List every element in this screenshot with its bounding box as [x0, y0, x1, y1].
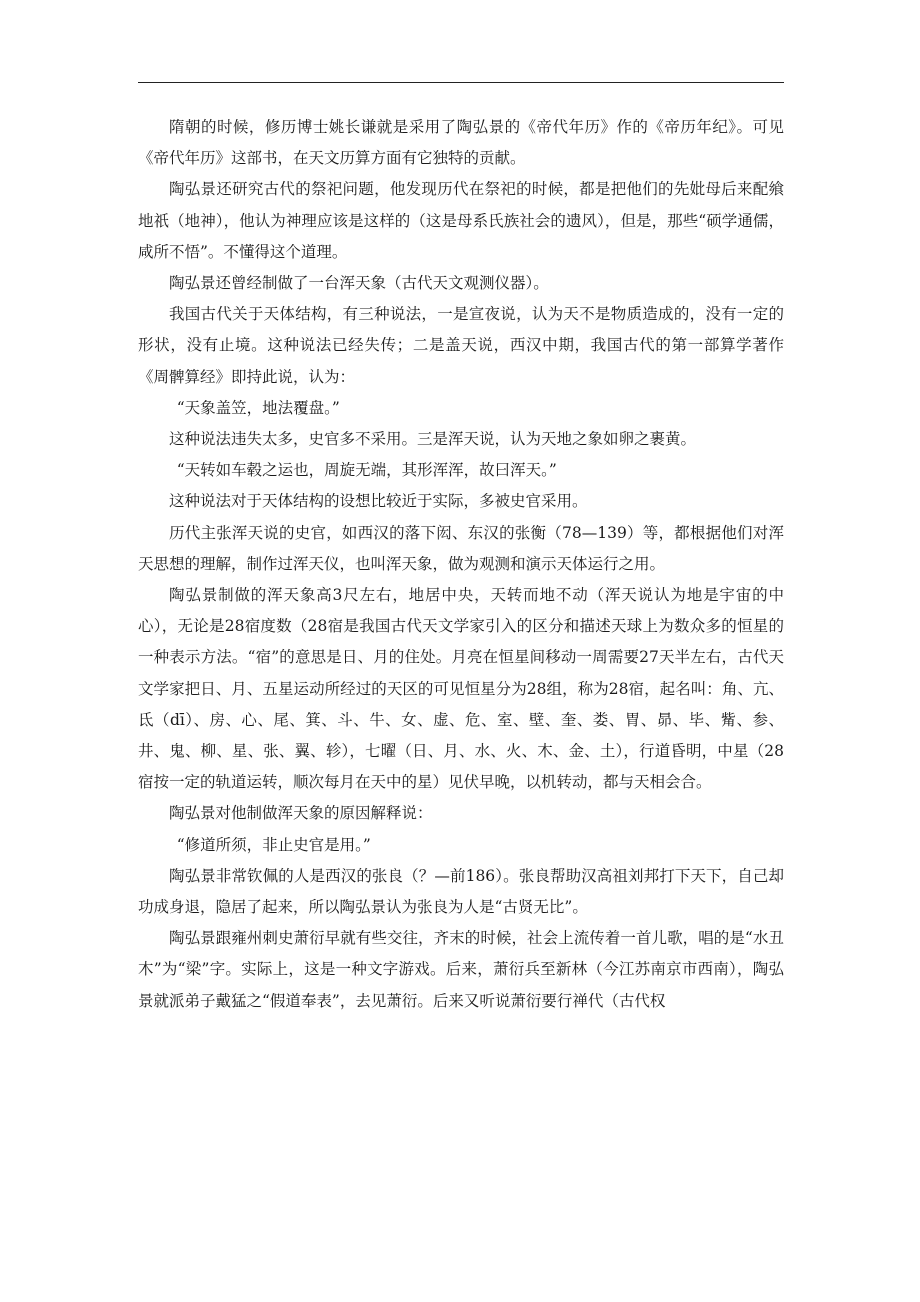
paragraph: 我国古代关于天体结构，有三种说法，一是宣夜说，认为天不是物质造成的，没有一定的形状，没有止境。这种说法已经失传；二是盖天说，西汉中期，我国古代的第一部算学著作《周髀算经》即持此说，认为：: [138, 305, 784, 386]
paragraph: 这种说法对于天体结构的设想比较近于实际，多被史官采用。: [169, 492, 588, 511]
quotation: “天转如车毂之运也，周旋无端，其形浑浑，故曰浑天。”: [176, 461, 557, 480]
header-rule: [138, 82, 784, 83]
paragraph: 陶弘景非常钦佩的人是西汉的张良（？—前186）。张良帮助汉高祖刘邦打下天下，自己却功成身退，隐居了起来，所以陶弘景认为张良为人是“古贤无比”。: [138, 866, 784, 917]
paragraph: 隋朝的时候，修历博士姚长谦就是采用了陶弘景的《帝代年历》作的《帝历年纪》。可见《帝代年历》这部书，在天文历算方面有它独特的贡献。: [138, 118, 784, 168]
body-text: [138, 112, 784, 1017]
paragraph: 陶弘景制做的浑天象高3尺左右，地居中央，天转而地不动（浑天说认为地是宇宙的中心），无论是28宿度数（28宿是我国古代天文学家引入的区分和描述天球上为数众多的恒星的一种表示方法。“宿”的意思是日、月的住处。月亮在恒星间移动一周需要27天半左右，古代天文学家把日、月、五星运动所经过的天区的可见恒星分为28组，称为28宿，起名叫：角、亢、氐（dī）、房、心、尾、箕、斗、牛、女、虚、危、室、壁、奎、娄、胃、昴、毕、觜、参、井、鬼、柳、星、张、翼、轸），七曜（日、月、水、火、木、金、土），行道昏明，中星（28宿按一定的轨道运转，顺次每月在天中的星）见伏早晚，以机转动，都与天相会合。: [138, 586, 784, 792]
quotation: “天象盖笠，地法覆盘。”: [176, 398, 340, 417]
paragraph: 陶弘景对他制做浑天象的原因解释说：: [169, 804, 433, 823]
paragraph: 陶弘景还研究古代的祭祀问题，他发现历代在祭祀的时候，都是把他们的先妣母后来配飨地祇（地神），他认为神理应该是这样的（这是母系氏族社会的遗风），但是，那些“硕学通儒，咸所不悟”。不懂得这个道理。: [138, 180, 784, 261]
paragraph: 陶弘景跟雍州刺史萧衍早就有些交往，齐末的时候，社会上流传着一首儿歌，唱的是“水丑木”为“梁”字。实际上，这是一种文字游戏。后来，萧衍兵至新林（今江苏南京市西南），陶弘景就派弟子戴猛之“假道奉表”，去见萧衍。后来又听说萧衍要行禅代（古代权: [138, 929, 784, 1010]
paragraph: 历代主张浑天说的史官，如西汉的落下闳、东汉的张衡（78—139）等，都根据他们对浑天思想的理解，制作过浑天仪，也叫浑天象，做为观测和演示天体运行之用。: [138, 523, 784, 573]
quotation: “修道所须，非止史官是用。”: [176, 835, 371, 854]
paragraph: 这种说法违失太多，史官多不采用。三是浑天说，认为天地之象如卵之裹黄。: [169, 430, 697, 449]
paragraph: 陶弘景还曾经制做了一台浑天象（古代天文观测仪器）。: [169, 274, 549, 293]
